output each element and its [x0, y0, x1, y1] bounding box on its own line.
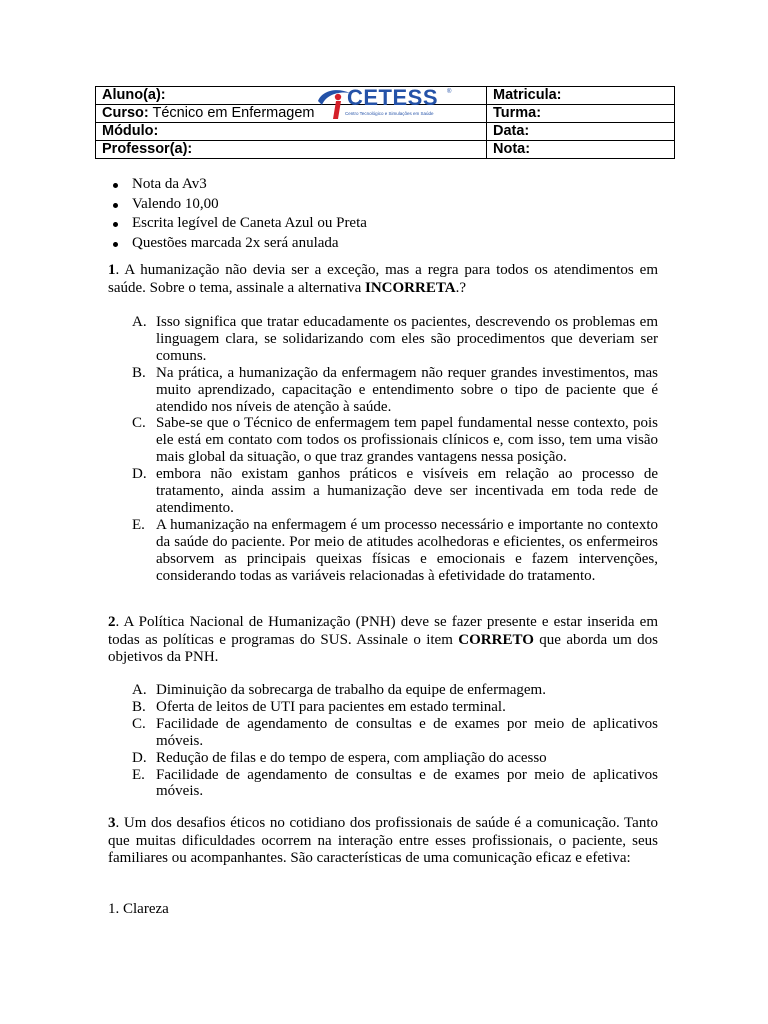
question-number: 2 [108, 614, 116, 630]
question-number: 1 [108, 262, 116, 278]
option-b[interactable] [128, 699, 658, 716]
logo-wordmark: CETESS [347, 85, 439, 110]
bullet-icon [113, 183, 118, 188]
question-1-options [128, 314, 658, 585]
option-c[interactable] [128, 415, 658, 466]
option-letter: A. [132, 682, 147, 698]
logo-subtitle: Centro Tecnológico e Simulações em Saúde [345, 111, 434, 116]
matricula-field[interactable] [487, 87, 675, 105]
option-text: Sabe-se que o Técnico de enfermagem tem papel fundamental nesse contexto, pois ele está em contato com todos os profissionais clínicos e, com isso, tem uma visão mais global da situação, o que traz grandes vantagens nessa posição. [156, 415, 658, 466]
logo-registered-mark: ® [447, 89, 452, 95]
list-item [108, 195, 367, 215]
option-letter: E. [132, 766, 145, 783]
question-2-options [128, 682, 658, 800]
instructions-list [108, 175, 367, 253]
option-d[interactable] [128, 750, 658, 767]
option-text: Na prática, a humanização da enfermagem não requer grandes investimentos, mas muito aprendizado, capacitação e entendimento sobre o tipo de paciente que é atendido nos níveis de atenção à saúde. [156, 364, 658, 415]
option-e[interactable] [128, 517, 658, 585]
question-text-end: que aborda um dos objetivos da PNH. [108, 631, 658, 665]
option-letter: B. [132, 364, 146, 381]
option-text: A humanização na enfermagem é um processo necessário e importante no contexto da saúde do paciente. Por meio de atitudes acolhedoras e eficientes, os enfermeiros absorvem as principais queixas físicas e emocionais e fazem intervenções, considerando todas as variáveis relacionadas à efetividade do tratamento. [156, 516, 658, 584]
option-letter: B. [132, 698, 146, 715]
professor-field[interactable] [96, 141, 487, 159]
question-3-item-1: 1. Clareza [108, 901, 169, 917]
modulo-field[interactable] [96, 123, 487, 141]
option-a[interactable] [128, 682, 658, 699]
option-letter: A. [132, 314, 147, 330]
question-text-end: .? [455, 279, 466, 296]
cetess-logo [316, 87, 456, 123]
curso-value: Técnico em Enfermagem [152, 105, 315, 121]
turma-label: Turma: [493, 105, 542, 121]
question-emphasis: INCORRETA [365, 279, 456, 296]
matricula-label: Matricula: [493, 87, 562, 103]
option-letter: D. [132, 749, 147, 766]
bullet-icon [113, 203, 118, 208]
modulo-label: Módulo: [102, 123, 159, 139]
option-letter: E. [132, 516, 145, 533]
instruction-text: Escrita legível de Caneta Azul ou Preta [132, 215, 367, 231]
nota-label: Nota: [493, 141, 531, 157]
option-text: embora não existam ganhos práticos e visíveis em relação ao processo de tratamento, ainda assim a humanização deve ser incentivada em toda rede de atendimento. [156, 466, 658, 516]
option-letter: C. [132, 415, 146, 432]
data-label: Data: [493, 123, 530, 139]
professor-label: Professor(a): [102, 141, 193, 157]
option-letter: D. [132, 466, 147, 483]
question-2-stem [108, 614, 658, 667]
option-b[interactable] [128, 365, 658, 416]
option-letter: C. [132, 715, 146, 732]
option-d[interactable] [128, 466, 658, 517]
bullet-icon [113, 242, 118, 247]
aluno-label: Aluno(a): [102, 87, 166, 103]
question-text: . A humanização não devia ser a exceção, mas a regra para todos os atendimentos em saúde. Sobre o tema, assinale a alternativa [108, 262, 658, 296]
question-1-stem [108, 262, 658, 297]
nota-field[interactable] [487, 141, 675, 159]
option-text: Facilidade de agendamento de consultas e de exames por meio de aplicativos móveis. [156, 766, 658, 800]
option-text: Diminuição da sobrecarga de trabalho da equipe de enfermagem. [156, 682, 546, 698]
bullet-icon [113, 222, 118, 227]
option-text: Redução de filas e do tempo de espera, com ampliação do acesso [156, 749, 547, 766]
option-text: Isso significa que tratar educadamente os pacientes, descrevendo os problemas em linguagem clara, se solidarizando com eles são procedimentos que deveriam ser comuns. [156, 314, 658, 364]
turma-field[interactable] [487, 105, 675, 123]
question-text: . A Política Nacional de Humanização (PNH) deve se fazer presente e estar inserida em todas as políticas e programas do SUS. Assinale o item [108, 614, 658, 648]
question-emphasis: CORRETO [458, 631, 534, 648]
table-row [96, 141, 675, 159]
option-e[interactable] [128, 767, 658, 801]
data-field[interactable] [487, 123, 675, 141]
question-text: . Um dos desafios éticos no cotidiano dos profissionais de saúde é a comunicação. Tanto que muitas dificuldades ocorrem na interação entre esses profissionais, o paciente, seus familiares ou acompanhantes. São características de uma comunicação eficaz e efetiva: [108, 815, 658, 866]
curso-label: Curso: [102, 105, 149, 121]
question-3-stem [108, 815, 658, 868]
list-item [108, 214, 367, 234]
instruction-text: Valendo 10,00 [132, 195, 219, 212]
option-c[interactable] [128, 716, 658, 750]
list-item [108, 234, 367, 254]
list-item [108, 175, 367, 195]
option-a[interactable] [128, 314, 658, 365]
question-number: 3 [108, 815, 116, 831]
table-row [96, 123, 675, 141]
option-text: Oferta de leitos de UTI para pacientes em estado terminal. [156, 698, 506, 715]
instruction-text: Questões marcada 2x será anulada [132, 234, 339, 251]
instruction-text: Nota da Av3 [132, 176, 207, 192]
option-text: Facilidade de agendamento de consultas e de exames por meio de aplicativos móveis. [156, 715, 658, 749]
